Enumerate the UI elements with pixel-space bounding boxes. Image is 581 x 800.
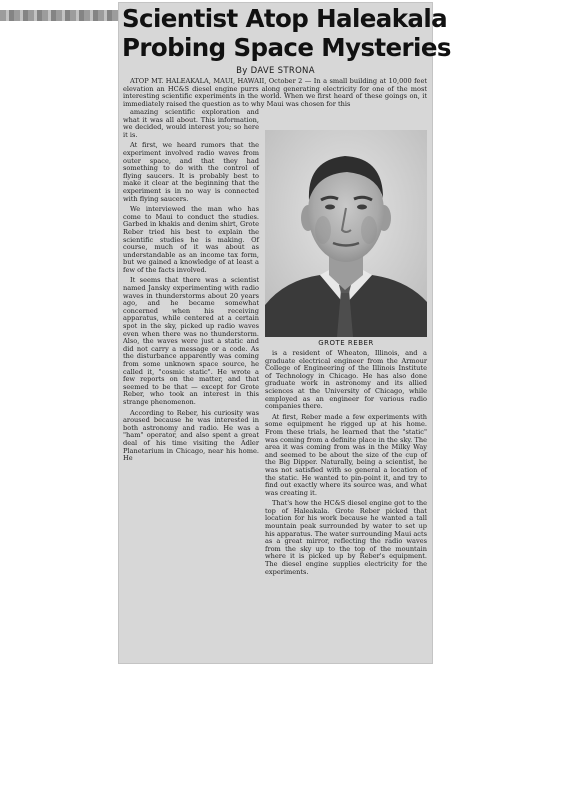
paragraph: According to Reber, his curiosity was aroused because he was interested in both astronomy and radio. He was a "ham" operator, and also spent a great deal of his time visiting the Adler Planetarium in Chicago, near his home. He: [123, 408, 259, 463]
lead-paragraph: [123, 78, 427, 108]
photo-caption: GROTE REBER: [318, 339, 374, 347]
newspaper-clipping: [118, 2, 451, 664]
left-column: [123, 109, 259, 463]
headline-line-2: Probing Space Mysteries: [122, 33, 451, 62]
portrait-image: [265, 130, 427, 337]
lead-text: ATOP MT. HALEAKALA, MAUI, HAWAII, October 2 — In a small building at 10,000 feet elevation an HC&S diesel engine purrs along generating electricity for one of the most interesting scientific experiments in the world. When we first heard of these goings on, it immediately raised the question as to why Maui was chosen for this: [123, 77, 427, 108]
portrait-photo: [265, 130, 427, 337]
headline-line-1: Scientist Atop Haleakala: [122, 4, 448, 33]
paragraph: It seems that there was a scientist named Jansky experimenting with radio waves in thunderstorms about 20 years ago, and he became somewhat concerned when his receiving apparatus, while centered at a certain spot in the sky, picked up radio waves even when there was no thunderstorm. Also, the waves were just a static and did not carry a message or a code. As the disturbance apparently was coming from some unknown space source, he called it, "cosmic static". He wrote a few reports on the matter, and that seemed to be that — except for Grote Reber, who took an interest in this strange phenomenon.: [123, 276, 259, 406]
paragraph: We interviewed the man who has come to Maui to conduct the studies. Garbed in khakis and denim shirt, Grote Reber tried his best to explain the scientific studies he is making. Of course, much of it was about as understandable as an income tax form, but we gained a knowledge of at least a few of the facts involved.: [123, 205, 259, 274]
headline: [122, 4, 451, 62]
paragraph: That's how the HC&S diesel engine got to the top of Haleakala. Grote Reber picked that location for his work because he wanted a tall mountain peak surrounded by water to set up his apparatus. The water surrounding Maui acts as a great mirror, reflecting the radio waves from the sky up to the top of the mountain where it is picked up by Reber's equipment. The diesel engine supplies electricity for the experiments.: [265, 499, 427, 576]
byline: By DAVE STRONA: [236, 66, 315, 76]
paragraph: amazing scientific exploration and what it was all about. This information, we decided, would interest you; so here it is.: [123, 108, 259, 139]
paragraph: is a resident of Wheaton, Illinois, and a graduate electrical engineer from the Armour College of Engineering of the Illinois Institute of Technology in Chicago. He has also done graduate work in astronomy and its allied sciences at the University of Chicago, while employed as an engineer for various radio companies there.: [265, 349, 427, 411]
paragraph: At first, Reber made a few experiments with some equipment he rigged up at his home. From these trials, he learned that the "static" was coming from a definite place in the sky. The area it was coming from was in the Milky Way and seemed to be about the size of the cup of the Big Dipper. Naturally, being a scientist, he was not satisfied with so general a location of the static. He wanted to pin-point it, and try to find out exactly where its source was, and what was creating it.: [265, 412, 427, 497]
right-column: [265, 350, 427, 576]
tape-strip: [0, 10, 118, 21]
paragraph: At first, we heard rumors that the experiment involved radio waves from outer space, and that they had something to do with the control of flying saucers. It is probably best to make it clear at the beginning that the experiment is in no way is connected with flying saucers.: [123, 141, 259, 203]
